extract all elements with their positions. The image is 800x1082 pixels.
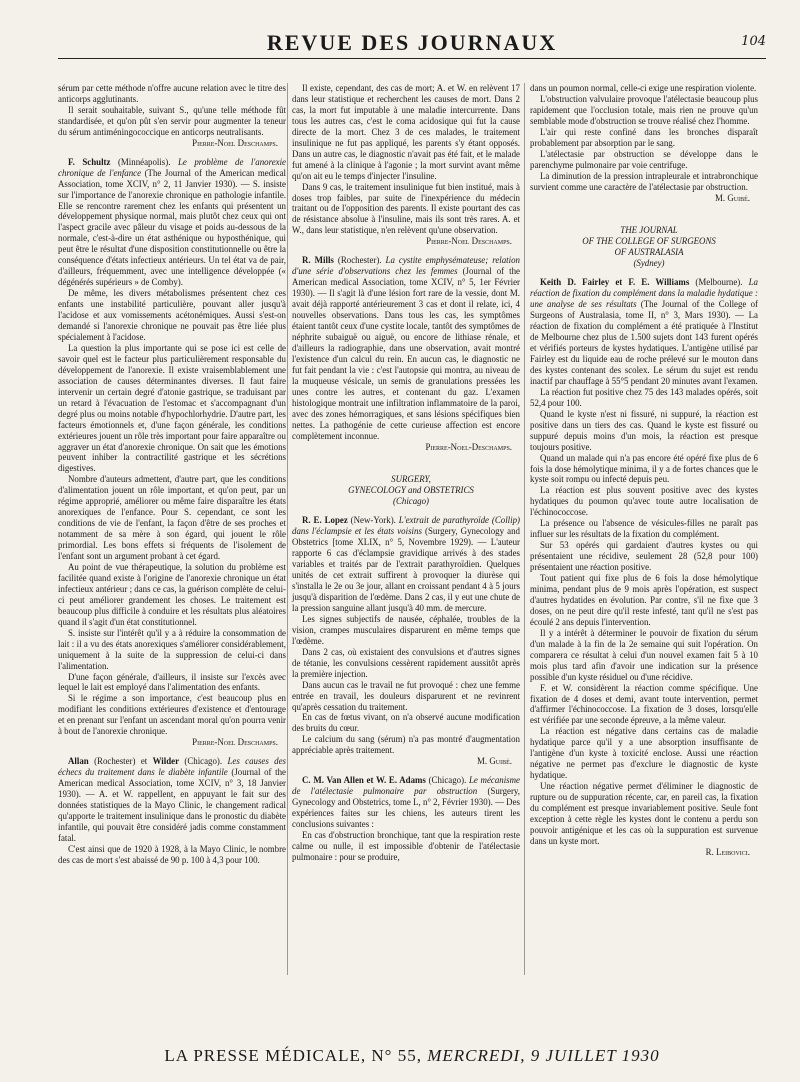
journal-title: REVUE DES JOURNAUX — [266, 30, 558, 55]
paragraph: Nombre d'auteurs admettent, d'autre part, que les conditions d'alimentation jouent un rôle important, et qu'on peut, par un régime approprié, améliorer ou même faire disparaître les états anorexiques de l'enfance. Pour S. cependant, ce sont les conditions de vie de l'enfant, la façon d'être de ses proches et notamment de sa mère à son égard, qui jouent le rôle primordial. Les bons effets si fréquents de l'isolement de l'enfant sont un argument probant à cet égard. — [58, 474, 286, 562]
paragraph: Si le régime a son importance, c'est beaucoup plus en modifiant les conditions extérieures d'existence et d'entourage et en prenant sur l'enfant un ascendant moral qu'on pourra venir à bout de l'anorexie chronique. — [58, 693, 286, 737]
paragraph: Dans 9 cas, le traitement insulinique fut bien institué, mais à doses trop faibles, par suite de l'inexpérience du médecin traitant ou de l'opposition des parents. Il existe pourtant des cas de résistance absolue à l'insuline, mais ils sont très rares. A. et W., dans leur statistique, n'en relèvent qu'une observation. — [292, 181, 520, 236]
section-heading: (Sydney) — [633, 258, 665, 269]
page-number: 104 — [741, 34, 766, 49]
article-author: C. M. Van Allen et W. E. Adams — [302, 775, 426, 786]
paragraph: dans un poumon normal, celle-ci exige une respiration violente. — [530, 83, 757, 93]
author-signature: Pierre-Noel Deschamps. — [426, 236, 512, 247]
paragraph: D'une façon générale, d'ailleurs, il insiste sur l'excès avec lequel le lait est employé dans l'alimentation des enfants. — [58, 671, 286, 693]
article-author: Wilder — [152, 756, 180, 767]
article-title: La cystite emphysémateuse; relation d'une série d'observations chez les femmes — [292, 255, 520, 277]
article-abstract: C. M. Van Allen et W. E. Adams (Chicago). Le mécanisme de l'atélectasie pulmonaire par obstruction (Surgery, Gynecology and Obstetrics, tome L, n° 2, Février 1930). — Des expériences faites sur les chiens, les auteurs tirent les conclusions suivantes : — [292, 775, 520, 830]
article-reference: (The Journal of the American medical Association, tome XCIV, n° 2, 11 Janvier 1930). — [58, 167, 286, 189]
article-abstract: Keith D. Fairley et F. E. Williams (Melbourne). La réaction de fixation du complément dans la maladie hydatique : une analyse de ses résultats (The Journal of the College of Surgeons of Australasia, tome II, n° 3, Mars 1930). — La réaction de fixation du complément a été pratiquée à l'Institut de Melbourne chez plus de 1.500 sujets dont 143 furent opérés et vérifiés porteurs de kystes hydatiques. L'antigène utilisé par Fairley est du liquide eau de roche prélevé sur le mouton dans des kystes contenant des scolex. Le sérum du sujet est rendu inactif par chauffage à 55°5 pendant 20 minutes avant l'examen. — [530, 277, 758, 386]
paragraph: sérum par cette méthode n'offre aucune relation avec le titre des anticorps agglutinants. — [58, 83, 286, 104]
article-reference: (Surgery, Gynecology and Obstetrics [tome XLIX, n° 5, Novembre 1929). — [292, 526, 520, 548]
paragraph: La question la plus importante qui se pose ici est celle de savoir quel est le facteur plus particulièrement responsable du développement de l'anorexie. Il existe vraisemblablement une association de causes déterminantes diverses. Il faut faire intervenir un certain degré d'atonie gastrique, se traduisant par un retard à l'évacuation de l'estomac et s'accompagnant d'un degré plus ou moins notable d'hypochlorhydrie. D'autre part, les facteurs émotionnels et, d'une façon générale, les conditions extérieures jouent un rôle très important pour faire apparaître ou aggraver un état d'anorexie chronique. On sait que les émotions peuvent inhiber la contractilité gastrique et les sécrétions digestives. — [58, 342, 286, 474]
author-signature: M. Guibé. — [715, 192, 750, 203]
article-title: L'extrait de parathyroïde (Collip) dans l'éclampsie et les états voisins — [292, 515, 520, 537]
paragraph: C'est ainsi que de 1920 à 1928, à la Mayo Clinic, le nombre des cas de mort s'est abaissé de 90 p. 100 à 4,3 pour 100. — [58, 843, 286, 865]
article-reference: (Journal of the American medical Association, tome XCIV, n° 5, 1er Février 1930). — [292, 266, 520, 299]
paragraph: La diminution de la pression intrapleurale et intrabronchique survient comme une caractère de l'atélectasie par obstruction. — [530, 170, 758, 192]
paragraph: La réaction est négative dans certains cas de maladie hydatique parce qu'il y a une absorption insuffisante de l'antigène d'un kyste à toxicité enclose. Aussi une réaction négative ne permet pas d'exclure le diagnostic de kyste hydatique. — [530, 726, 758, 781]
article-reference: (The Journal of the College of Surgeons of Australasia, tome II, n° 3, Mars 1930). — [530, 299, 758, 321]
author-signature: R. Leibovici. — [705, 846, 750, 857]
article-title: La réaction de fixation du complément dans la maladie hydatique : une analyse de ses résultats — [530, 277, 758, 310]
footer-date: MERCREDI, 9 JUILLET 1930 — [427, 1046, 660, 1065]
paragraph: S. insiste sur l'intérêt qu'il y a à réduire la consommation de lait : il a vu des états anorexiques s'améliorer considérablement, uniquement à la suite de la suppression de celui-ci dans l'alimentation. — [58, 627, 286, 671]
paragraph: Il y a intérêt à déterminer le pouvoir de fixation du sérum d'un malade à la fin de la 2e semaine qui suit l'opération. On comparera ce résultat à celui d'un nouvel examen fait 5 à 10 mois plus tard afin d'avoir une indication sur la présence possible d'un kyste résiduel ou d'une récidive. — [530, 627, 758, 682]
paragraph: En cas de fœtus vivant, on n'a observé aucune modification des bruits du cœur. — [292, 712, 520, 734]
article-title: Les causes des échecs du traitement dans le diabète infantile — [58, 756, 286, 778]
section-heading: OF AUSTRALASIA — [614, 247, 684, 258]
article-author: Allan — [68, 756, 89, 767]
section-heading: SURGERY, — [391, 474, 431, 485]
paragraph: L'atélectasie par obstruction se développe dans le parenchyme pulmonaire par voie centrifuge. — [530, 148, 758, 170]
paragraph: F. et W. considèrent la réaction comme spécifique. Une fixation de 4 doses et demi, avant toute intervention, permet d'affirmer l'échinococcose. La fixation de 3 doses, lorsqu'elle est vérifiée par une seconde épreuve, a la même valeur. — [530, 682, 758, 726]
paragraph: L'obstruction valvulaire provoque l'atélectasie beaucoup plus rapidement que l'occlusion totale, mais rien ne prouve qu'un semblable mode d'obstruction se trouve réalisé chez l'homme. — [530, 93, 758, 126]
column-divider — [287, 83, 288, 975]
paragraph: De même, les divers métabolismes présentent chez ces enfants une instabilité particulière, pouvant aller jusqu'à l'acidose et aux vomissements acétonémiques. Aussi s'est-on demandé si l'anorexie chronique ne pouvait pas être liée plus spécialement à l'acidose. — [58, 288, 286, 342]
paragraph: En cas d'obstruction bronchique, tant que la respiration reste calme ou nulle, il est impossible d'obtenir de l'atélectasie pulmonaire : pour se produire, — [292, 830, 520, 862]
paragraph: Il existe, cependant, des cas de mort; A. et W. en relèvent 17 dans leur statistique et recherchent les causes de mort. Dans 2 cas, la mort fut imputable à une maladie intercurrente. Dans tous les autres cas, c'est le coma acidosique qui fut la cause directe de la mort. Chez 3 de ces malades, le traitement insulinique ne fut pas appliqué, les parents s'y étant opposés. Dans un autre cas, le diagnostic n'avait pas été fait, et le malade fut amené à la clinique à l'agonie ; la mort survint avant même qu'on ait eu le temps d'injecter l'insuline. — [292, 83, 520, 181]
section-heading: OF THE COLLEGE OF SURGEONS — [582, 236, 716, 247]
section-heading: GYNECOLOGY and OBSTETRICS — [348, 485, 474, 496]
article-author: F. Schultz — [68, 156, 111, 167]
paragraph: La réaction fut positive chez 75 des 143 malades opérés, soit 52,4 pour 100. — [530, 386, 758, 408]
paragraph: Il serait souhaitable, suivant S., qu'une telle méthode fût standardisée, et qu'on pût s'en servir pour augmenter la teneur du sérum antiméningococcique en anticorps neutralisants. — [58, 104, 286, 137]
page-header — [58, 28, 766, 59]
paragraph: Quand le kyste n'est ni fissuré, ni suppuré, la réaction est positive dans un tiers des cas. Quand le kyste est fissuré ou suppuré depuis moins d'un mois, la réaction est presque toujours positive. — [530, 408, 758, 452]
article-reference: (Surgery, Gynecology and Obstetrics, tome L, n° 2, Février 1930). — [292, 786, 520, 808]
column-left — [58, 83, 286, 866]
paragraph: L'air qui reste confiné dans les bronches disparaît probablement par absorption par le sang. — [530, 126, 758, 148]
author-signature: Pierre-Noel Deschamps. — [192, 737, 278, 748]
paragraph: Le calcium du sang (sérum) n'a pas montré d'augmentation appréciable après traitement. — [292, 734, 520, 756]
paragraph: Dans 2 cas, où existaient des convulsions et d'autres signes de tétanie, les convulsions cessèrent rapidement aussitôt après la première injection. — [292, 646, 520, 679]
footer-journal: LA PRESSE MÉDICALE, N° 55, — [164, 1046, 422, 1065]
article-abstract: F. Schultz (Minnéapolis). Le problème de l'anorexie chronique de l'enfance (The Journal of the American medical Association, tome XCIV, n° 2, 11 Janvier 1930). — S. insiste sur l'importance de l'anorexie chronique en pathologie infantile. Elle se rencontre rarement chez les enfants qui présentent un développement physique normal, mais plutôt chez ceux qui ont l'aspect gracile avec pâleur du visage et poids au-dessous de la normale, c'est-à-dire un état asthénique ou hyposthénique, qui peut être le résultat d'une disposition constitutionnelle ou être la conséquence d'états infectieux antérieurs. Un tel état va de pair, d'ailleurs, fréquemment, avec une intelligence développée (« dégénérés supérieurs » de Comby). — [58, 156, 286, 288]
paragraph: La réaction est plus souvent positive avec des kystes hydatiques du poumon qu'avec toute autre localisation de l'échinococcose. — [530, 485, 758, 518]
column-divider — [524, 83, 525, 975]
paragraph: Sur 53 opérés qui gardaient d'autres kystes ou qui présentaient une récidive, seulement 28 (52,8 pour 100) présentaient une réaction positive. — [530, 540, 758, 573]
article-author: R. Mills — [302, 255, 334, 266]
paragraph: Tout patient qui fixe plus de 6 fois la dose hémolytique minima, pendant plus de 9 mois après l'opération, est suspect d'autres hydatides en évolution. Par contre, s'il ne fixe que 3 doses, on ne peut dire qu'il reste infesté, tant qu'il ne s'est pas écoulé 2 ans depuis l'intervention. — [530, 573, 758, 627]
article-abstract: R. Mills (Rochester). La cystite emphysémateuse; relation d'une série d'observations chez les femmes (Journal of the American medical Association, tome XCIV, n° 5, 1er Février 1930). — Il s'agit là d'une lésion fort rare de la vessie, dont M. avait déjà rapporté antérieurement 3 cas et dont il relate, ici, 4 nouvelles observations. Dans tous les cas, les symptômes étaient tantôt ceux d'une cystite locale, tantôt des symptômes de néphrite subaiguë ou aiguë, ou encore de lithiase rénale, et d'ailleurs la radiographie, dans une observation, avait montré l'existence d'un calcul du rein. En aucun cas, le diagnostic ne fut fait pendant la vie : c'est l'autopsie qui montra, au niveau de la muqueuse vésicale, un semis de granulations pressées les unes contre les autres, et contenant du gaz. L'examen histologique montrait une infiltration inflammatoire de la paroi, avec des zones hémorragiques, et sans lésions spécifiques bien nettes. La pathogénie de cette curieuse affection est encore complètement inconnue. — [292, 255, 520, 441]
section-heading: (Chicago) — [393, 496, 429, 507]
paragraph: Une réaction négative permet d'éliminer le diagnostic de rupture ou de suppuration récente, car, en pareil cas, la fixation du complément est presque invariablement positive. Seule font exception à cette règle les kystes dont le contenu a perdu son pouvoir antigénique et les cas où la suppuration est survenue dans un kyste mort. — [530, 781, 758, 846]
column-middle — [292, 83, 520, 863]
article-author: Keith D. Fairley et F. E. Williams — [540, 277, 690, 288]
article-abstract: R. E. Lopez (New-York). L'extrait de parathyroïde (Collip) dans l'éclampsie et les états voisins (Surgery, Gynecology and Obstetrics [tome XLIX, n° 5, Novembre 1929). — L'auteur rapporte 6 cas d'éclampsie gravidique arrivés à des stades variables et traités par de l'extrait parathyroïdien. Quelques unités de cet extrait suffirent à provoquer la diurèse qui s'installa le 2e ou 3e jour, allant en croissant pendant 4 à 5 jours jusqu'à disparition de l'œdème. Dans 2 cas, il y eut une chute de la pression sanguine allant jusqu'à 40 mm. de mercure. — [292, 515, 520, 613]
page-footer — [58, 1046, 766, 1066]
article-author: R. E. Lopez — [302, 515, 348, 526]
article-abstract: Allan (Rochester) et Wilder (Chicago). Les causes des échecs du traitement dans le diabète infantile (Journal of the American medical Association, tome XCIV, n° 3, 18 Janvier 1930). — A. et W. rappellent, en appuyant le fait sur des données statistiques de la Mayo Clinic, le changement radical qu'apporte le traitement insulinique dans le pronostic du diabète infantile, qui pouvait être considéré jadis comme constamment fatal. — [58, 756, 286, 843]
paragraph: Quand un malade qui n'a pas encore été opéré fixe plus de 6 fois la dose hémolytique minima, il y a de fortes chances que le kyste soit rompu ou infecté depuis peu. — [530, 452, 758, 485]
paragraph: La présence ou l'absence de vésicules-filles ne paraît pas influer sur les résultats de la fixation du complément. — [530, 518, 758, 540]
paragraph: Au point de vue thérapeutique, la solution du problème est facilitée quand existe à l'origine de l'anorexie chronique un état infectieux antérieur ; dans ce cas, la guérison complète de celui-ci peut améliorer grandement les choses. Le traitement est beaucoup plus difficile à conduire et les résultats plus aléatoires quand il s'agit d'un état constitutionnel. — [58, 561, 286, 627]
column-right — [530, 83, 758, 858]
article-title: Le problème de l'anorexie chronique de l'enfance — [58, 156, 286, 178]
article-reference: (Journal of the American medical Association, tome XCIV, n° 3, 18 Janvier 1930). — [58, 767, 286, 800]
author-signature: Pierre-Noel Deschamps. — [192, 137, 278, 148]
author-signature: Pierre-Noel-Deschamps. — [425, 441, 512, 452]
author-signature: M. Guibé. — [477, 756, 512, 767]
paragraph: Dans aucun cas le travail ne fut provoqué : chez une femme entrée en travail, les douleurs disparurent et ne revinrent qu'après cessation du traitement. — [292, 679, 520, 712]
section-heading: THE JOURNAL — [620, 225, 678, 236]
paragraph: Les signes subjectifs de nausée, céphalée, troubles de la vision, crampes musculaires disparurent en même temps que l'œdème. — [292, 613, 520, 646]
article-title: Le mécanisme de l'atélectasie pulmonaire par obstruction — [292, 775, 520, 797]
